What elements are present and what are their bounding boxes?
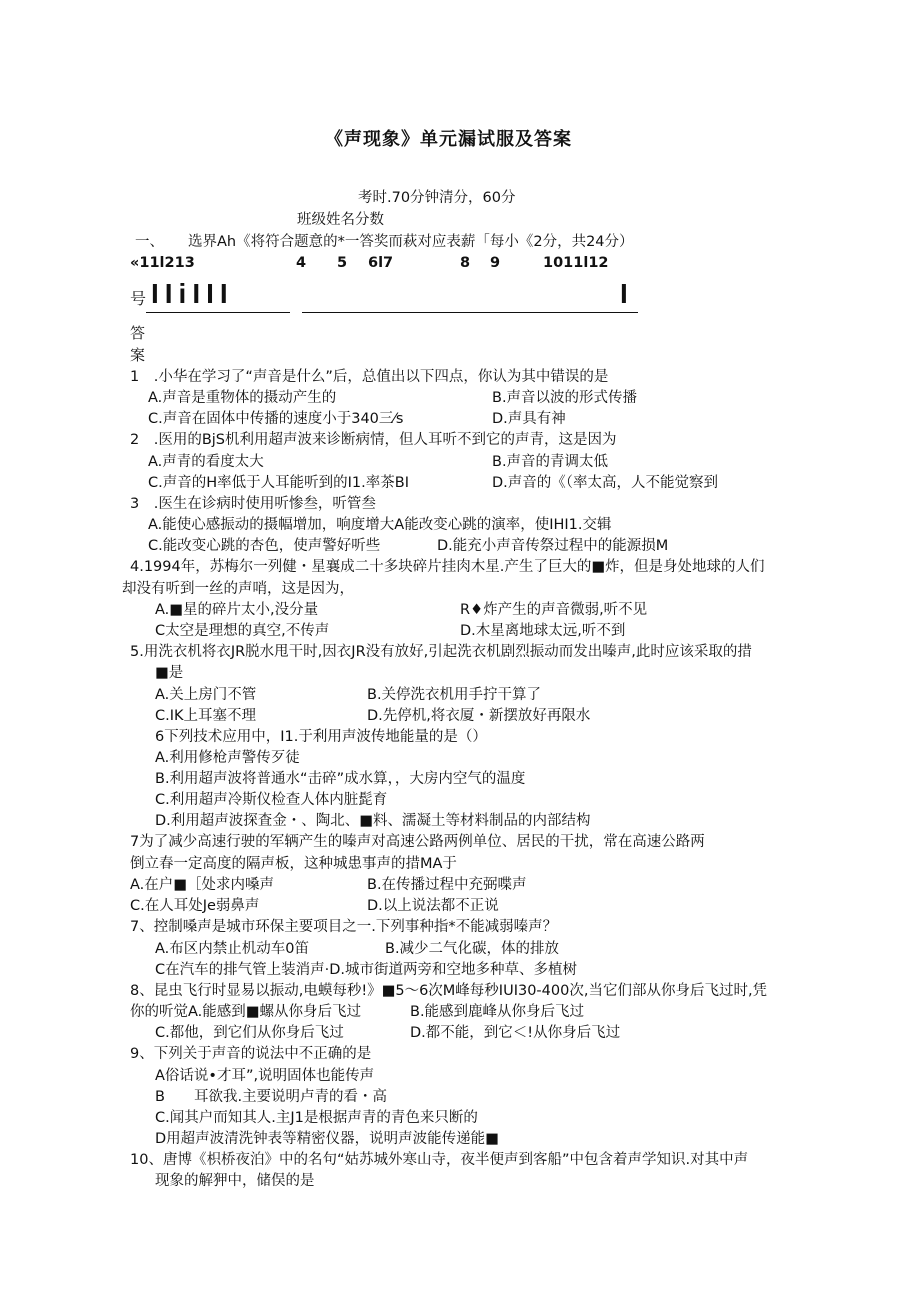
page-title: 《声现象》单元漏试服及答案 [325, 129, 572, 150]
answer-table-rule [146, 312, 290, 313]
answer-option: C.利用超声冷斯仪检查人体内脏髭育 [155, 792, 388, 808]
question-stem: ■是 [155, 665, 184, 681]
question-stem: 2 .医用的BjS机利用超声波来诊断病情，但人耳听不到它的声青，这是因为 [130, 432, 617, 448]
answer-table-header: 5 [337, 255, 348, 271]
answer-option: B.利用超声波将普通水“击碎”成水算，，大房内空气的温度 [155, 771, 526, 787]
answer-option: A.关上房门不管 [155, 687, 257, 703]
answer-table-header: 1011l12 [543, 255, 609, 271]
answer-table-header: 9 [490, 255, 501, 271]
answer-option: B.能感到鹿峰从你身后飞过 [410, 1004, 585, 1020]
answer-table-marks: I [620, 278, 628, 309]
question-stem: 3 .医生在诊病时使用听惨叁，听管叁 [130, 496, 376, 512]
answer-table-header: 4 [296, 255, 307, 271]
question-stem: 4.1994年，苏梅尔一列健・星襄成二十多块碎片挂肉木星.产生了巨大的■炸，但是身处地球的人们 [130, 559, 765, 575]
section-number: 一、 [135, 234, 164, 250]
question-stem: 5.用洗衣机将衣JR脱水甩干时,因衣JR没有放好,引起洗衣机剧烈振动而发出嗪声,此时应该采取的措 [130, 644, 752, 660]
question-stem: 7为了减少高速行驶的军辆产生的嗪声对高速公路两例单位、居民的干扰，常在高速公路两 [130, 834, 705, 850]
answer-option: C.闻其户而知其人.主J1是根据声青的青色来只断的 [155, 1110, 478, 1126]
answer-option: R♦炸产生的声音微弱,听不见 [460, 602, 648, 618]
answer-option: D.声具有神 [492, 411, 566, 427]
answer-option: B.在传播过程中充弼喋声 [367, 877, 527, 893]
answer-table-rule [302, 312, 638, 313]
answer-option: A.在户■［处求内嗓声 [130, 877, 274, 893]
answer-option: C.IK上耳塞不理 [155, 708, 257, 724]
answer-option: D用超声波清洗钟表等精密仪器，说明声波能传递能■ [155, 1131, 499, 1147]
answer-option: C.声音的H率低于人耳能听到的I1.率茶BI [148, 475, 409, 491]
question-stem: 6下列技术应用中，I1.于利用声波传地能量的是（） [155, 729, 487, 745]
exam-time-info: 考时.70分钟清分，60分 [358, 190, 516, 206]
section-instructions: 选界Ah《将符合题意的*一答奖而萩对应表薪「每小《2分，共24分） [188, 234, 634, 250]
answer-option: B.声音以波的形式传播 [492, 390, 638, 406]
answer-option: A.能使心感振动的摄幅增加，响度增大A能改变心跳的演率，使IHI1.交辑 [148, 517, 612, 533]
answer-option: A.声音是重物体的摄动产生的 [148, 390, 337, 406]
answer-option: C.声音在固体中传播的速度小于340三⁄s [148, 411, 404, 427]
answer-option: B.关停洗衣机用手拧干算了 [367, 687, 542, 703]
answer-option: B.减少二气化碳，体的排放 [385, 941, 560, 957]
question-stem: 10、唐博《枳桥夜泊》中的名句“姑苏城外寒山寺，夜半便声到客船”中包含着声学知识.对其中声 [130, 1152, 749, 1168]
answer-option: C.都他，到它们从你身后飞过 [155, 1025, 344, 1041]
answer-option: D.利用超声波探査金・、陶北、■料、濡凝土等材料制品的内部结构 [155, 813, 591, 829]
answer-option: A俗话说•才耳”,说明固体也能传声 [155, 1068, 375, 1084]
answer-option: B 耳欲我.主要说明卢青的看・高 [155, 1089, 388, 1105]
question-stem: 现象的解狎中，储俣的是 [155, 1173, 315, 1189]
answer-option: D.声音的《（率太高，人不能觉察到 [492, 475, 719, 491]
answer-table-header: «11l213 [130, 255, 195, 271]
question-stem: 9、下列关于声音的说法中不正确的是 [130, 1046, 372, 1062]
answer-table-row-label: 号 [130, 289, 147, 308]
answer-option: C.在人耳处Je弱鼻声 [130, 898, 260, 914]
answer-option: D.以上说法都不正说 [367, 898, 499, 914]
question-stem: 却没有听到一丝的声哨，这是因为， [122, 581, 354, 597]
answer-option: A.利用修枪声警传歹徒 [155, 750, 300, 766]
student-info-line: 班级姓名分数 [297, 212, 384, 228]
answer-option: A.布区内禁止机动车0笛 [155, 941, 309, 957]
answer-table-row-label: 答 [130, 324, 146, 342]
answer-table-marks: IIiIII [151, 278, 234, 309]
answer-option: A.■星的碎片太小,没分量 [155, 602, 319, 618]
answer-table-row-label: 案 [130, 346, 146, 364]
answer-table-header: 8 [460, 255, 471, 271]
answer-option: D.先停机,将衣厦・新摆放好再限水 [367, 708, 591, 724]
answer-option: C太空是理想的真空,不传声 [155, 623, 330, 639]
answer-option: A.声青的看度太大 [148, 454, 264, 470]
answer-option: B.声音的青调太低 [492, 454, 609, 470]
answer-option: C.能改变心跳的杏色，使声警好听些 [148, 538, 381, 554]
question-stem: 1 .小华在学习了“声音是什么”后，总值出以下四点，你认为其中错误的是 [130, 369, 609, 385]
answer-option: 你的听觉A.能感到■螺从你身后飞过 [130, 1004, 361, 1020]
question-stem: 倒立春一定高度的隔声板，这种城患事声的措MA于 [130, 856, 457, 872]
answer-option: C在汽车的排气管上装消声·D.城市街道两旁和空地多种草、多植树 [155, 962, 578, 978]
question-stem: 7、控制嗓声是城市环保主要项目之一.下列事种指*不能减弱嗪声？ [130, 919, 558, 935]
answer-option: D.能充小声音传祭过程中的能源损M [437, 538, 669, 554]
answer-option: D.都不能，到它＜!从你身后飞过 [410, 1025, 621, 1041]
answer-table-header: 6l7 [368, 255, 394, 271]
answer-option: D.木星离地球太远,听不到 [460, 623, 626, 639]
question-stem: 8、昆虫飞行时显易以振动,电蟆每秒!》■5～6次M峰每秒IUI30-400次,当它们部从你身后飞过时,凭 [130, 983, 768, 999]
